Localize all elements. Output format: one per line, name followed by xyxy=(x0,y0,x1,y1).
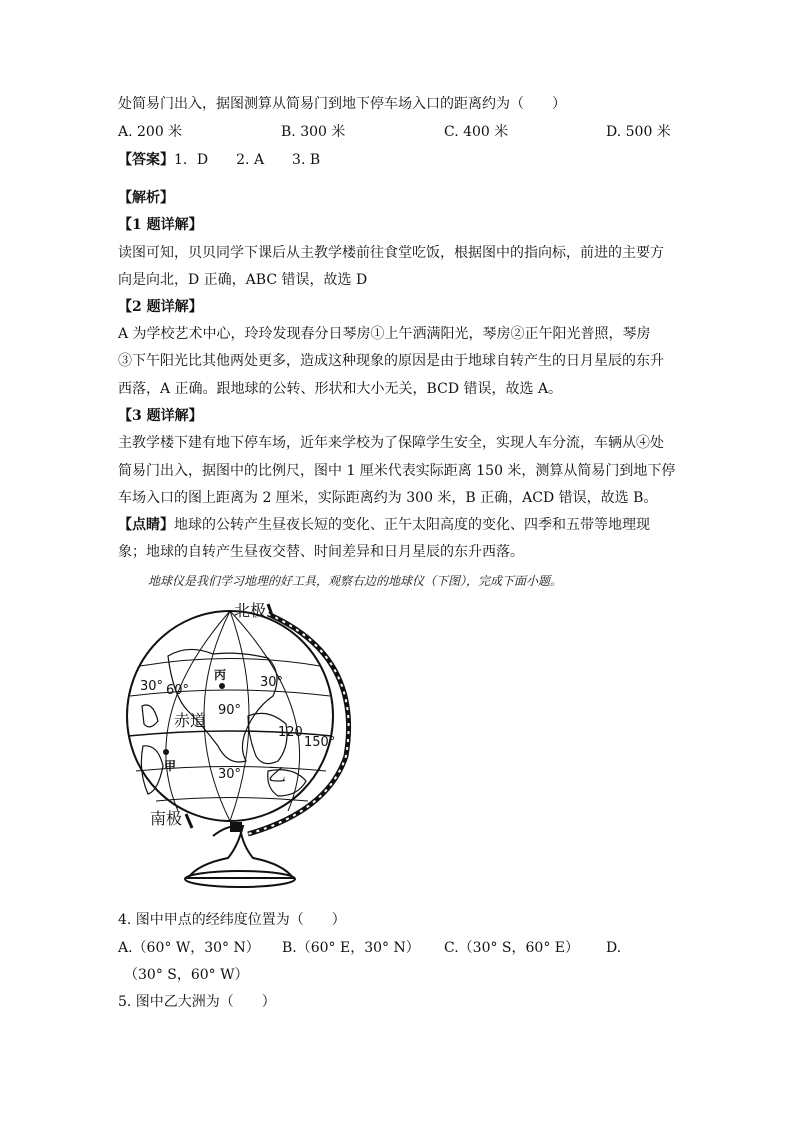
globe-figure xyxy=(118,596,368,896)
q3-option-a: A. 200 米 xyxy=(118,124,183,140)
globe-illustration xyxy=(118,596,368,896)
q3-option-c: C. 400 米 xyxy=(444,124,509,140)
q4-option-d-value: （30° S，60° W） xyxy=(124,967,249,983)
point-jia-label: 甲 xyxy=(164,759,177,773)
point-bing-label: 丙 xyxy=(214,668,227,682)
q4-option-c: C.（30° S，60° E） xyxy=(444,940,580,956)
q4-option-b: B.（60° E，30° N） xyxy=(282,940,420,956)
point-line xyxy=(118,515,650,535)
point-jia-dot xyxy=(163,749,169,755)
longitude-60-label: 60° xyxy=(166,683,190,698)
south-axis xyxy=(186,814,192,828)
q3-heading: 【3 题详解】 xyxy=(118,408,203,424)
point-bing-dot xyxy=(219,683,225,689)
stand-joint xyxy=(230,822,242,832)
answer-text: 1．D 2. A 3. B xyxy=(174,152,321,168)
latitude-30-left-label: 30° xyxy=(140,679,164,694)
q1-text-line: 读图可知，贝贝同学下课后从主教学楼前往食堂吃饭，根据图中的指向标，前进的主要方 xyxy=(118,245,664,261)
q3-text-line: 车场入口的图上距离为 2 厘米，实际距离约为 300 米，B 正确，ACD 错误，故选 B。 xyxy=(118,490,658,506)
continent-yi-label: 乙 xyxy=(268,765,286,786)
longitude-150-label: 150° xyxy=(304,735,336,750)
latitude-30-bottom-label: 30° xyxy=(218,767,242,782)
answer-tag: 【答案】 xyxy=(118,152,174,168)
longitude-120-label: 120 xyxy=(278,725,303,740)
point-tag: 【点睛】 xyxy=(118,517,174,533)
q3-option-d: D. 500 米 xyxy=(606,124,671,140)
q2-text-line: A 为学校艺术中心，玲玲发现春分日琴房①上午洒满阳光，琴房②正午阳光普照，琴房 xyxy=(118,326,651,342)
q1-text-line: 向是向北，D 正确，ABC 错误，故选 D xyxy=(118,272,368,288)
answer-line xyxy=(118,150,320,170)
north-pole-label: 北极 xyxy=(234,601,267,620)
q2-text-line: 西落，A 正确。跟地球的公转、形状和大小无关，BCD 错误，故选 A。 xyxy=(118,381,563,397)
q4-option-d: D. xyxy=(606,940,622,956)
equator-label: 赤道 xyxy=(174,711,207,730)
analysis-tag: 【解析】 xyxy=(118,190,174,206)
longitude-90-label: 90° xyxy=(218,703,242,718)
q3-text-line: 主教学楼下建有地下停车场，近年来学校为了保障学生安全，实现人车分流，车辆从④处 xyxy=(118,435,664,451)
q3-text-line: 简易门出入，据图中的比例尺，图中 1 厘米代表实际距离 150 米，测算从简易门到地下停 xyxy=(118,463,676,479)
q4-option-a: A.（60° W，30° N） xyxy=(118,940,260,956)
q2-heading: 【2 题详解】 xyxy=(118,299,203,315)
point-text-line: 地球的公转产生昼夜长短的变化、正午太阳高度的变化、四季和五带等地理现 xyxy=(174,517,650,533)
question-5-stem: 5. 图中乙大洲为（ ） xyxy=(118,994,276,1010)
q3-option-b: B. 300 米 xyxy=(281,124,346,140)
south-pole-label: 南极 xyxy=(150,809,183,828)
question-4-stem: 4. 图中甲点的经纬度位置为（ ） xyxy=(118,912,346,928)
q1-heading: 【1 题详解】 xyxy=(118,217,203,233)
globe-intro: 地球仪是我们学习地理的好工具，观察右边的地球仪（下图），完成下面小题。 xyxy=(148,574,563,588)
point-text-line: 象；地球的自转产生昼夜交替、时间差异和日月星辰的东升西落。 xyxy=(118,544,524,560)
latitude-30-top-label: 30° xyxy=(260,675,284,690)
q2-text-line: ③下午阳光比其他两处更多，造成这种现象的原因是由于地球自转产生的日月星辰的东升 xyxy=(118,353,664,369)
question-3-stem-tail: 处简易门出入，据图测算从简易门到地下停车场入口的距离约为（ ） xyxy=(118,96,566,112)
